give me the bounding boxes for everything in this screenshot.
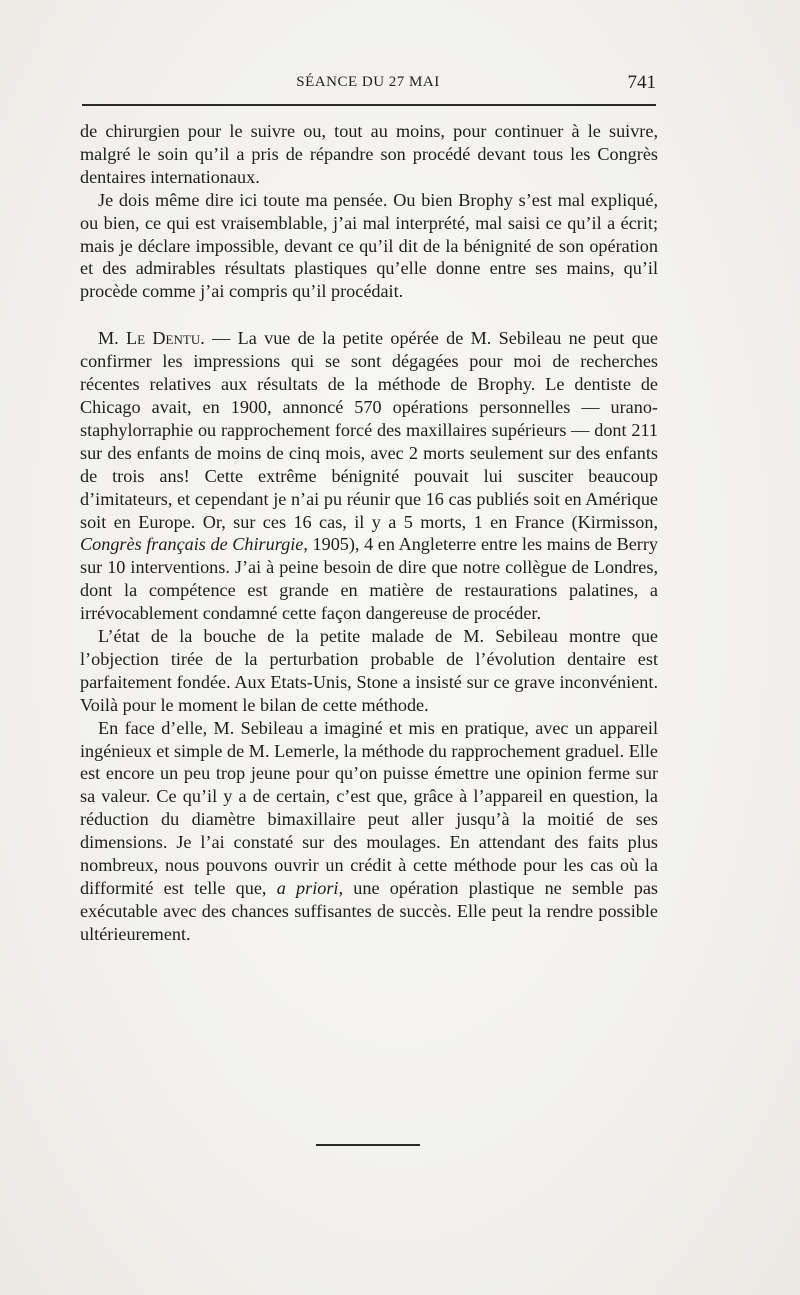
- paragraph-text: . — La vue de la petite opérée de M. Sebileau ne peut que confirmer les impressions qui se sont dégagées pour moi de recherches récentes relatives aux résultats de la méthode de Brophy. Le dentiste de Chicago avait, en 1900, annoncé 570 opérations personnelles — urano-staphylorraphie ou rapprochement forcé des maxillaires supérieurs — dont 211 sur des enfants de moins de cinq mois, avec 2 morts seulement sur des enfants de trois ans! Cette extrême bénignité pouvait lui susciter beaucoup d’imitateurs, et cependant je n’ai pu réunir que 16 cas publiés soit en Amérique soit en Europe. Or, sur ces 16 cas, il y a 5 morts, 1 en France (Kirmisson,: [80, 328, 659, 532]
- paragraph-text: L’état de la bouche de la petite malade de M. Sebileau montre que l’objection tirée de la perturbation probable de l’évolution dentaire est parfaitement fondée. Aux Etats-Unis, Stone a insisté sur ce grave inconvénient. Voilà pour le moment le bilan de cette méthode.: [80, 626, 658, 715]
- body-text: [80, 120, 658, 946]
- running-title: SÉANCE DU 27 MAI: [296, 74, 440, 90]
- latin-phrase: a priori: [276, 878, 339, 898]
- page-number: 741: [627, 72, 656, 93]
- section-end-rule: [316, 1144, 420, 1146]
- citation-title: Congrès français de Chirurgie: [80, 534, 304, 555]
- paragraph: [80, 717, 658, 946]
- paragraph-text: , 1905), 4 en Angleterre entre les mains de Berry sur 10 interventions. J’ai à peine besoin de dire que notre collègue de Londres, dont la compétence est grande en matière de restaurations palatines, a irrévocablement condamné cette façon dangereuse de procéder.: [80, 534, 658, 624]
- paragraph-text: Je dois même dire ici toute ma pensée. Ou bien Brophy s’est mal expliqué, ou bien, ce qui est vraisemblable, j’ai mal interprété, mal saisi ce qu’il a écrit; mais je déclare impossible, devant ce qu’il dit de la bénignité de son opération et des admirables résultats plastiques qu’elle donne entre ses mains, qu’il procède comme j’ai compris qu’il procédait.: [80, 189, 658, 302]
- speaker-name: Le Dentu: [126, 328, 201, 349]
- paragraph-text: de chirurgien pour le suivre ou, tout au moins, pour continuer à le suivre, malgré le soin qu’il a pris de répandre son procédé devant tous les Congrès dentaires internationaux.: [80, 121, 658, 187]
- paragraph: [80, 189, 658, 304]
- page-header: [80, 70, 656, 100]
- header-rule: [82, 104, 656, 106]
- speaker-prefix: M.: [98, 328, 127, 349]
- paragraph-text: En face d’elle, M. Sebileau a imaginé et mis en pratique, avec un appareil ingénieux et simple de M. Lemerle, la méthode du rapprochement graduel. Elle est encore un peu trop jeune pour qu’on puisse émettre une opinion ferme sur sa valeur. Ce qu’il y a de certain, c’est que, grâce à l’appareil en question, la réduction du diamètre bimaxillaire peut aller jusqu’à la moitié de ses dimensions. Je l’ai constaté sur des moulages. En attendant des faits plus nombreux, nous pouvons ouvrir un crédit à cette méthode pour les cas où la difformité est telle que,: [80, 717, 658, 898]
- paragraph-text: , une opération plastique ne semble pas exécutable avec des chances suffisantes de succès. Elle peut la rendre possible ultérieurement.: [80, 878, 658, 944]
- paragraph-speaker: [80, 327, 658, 625]
- paragraph-continued: [80, 120, 658, 189]
- paragraph: [80, 625, 658, 717]
